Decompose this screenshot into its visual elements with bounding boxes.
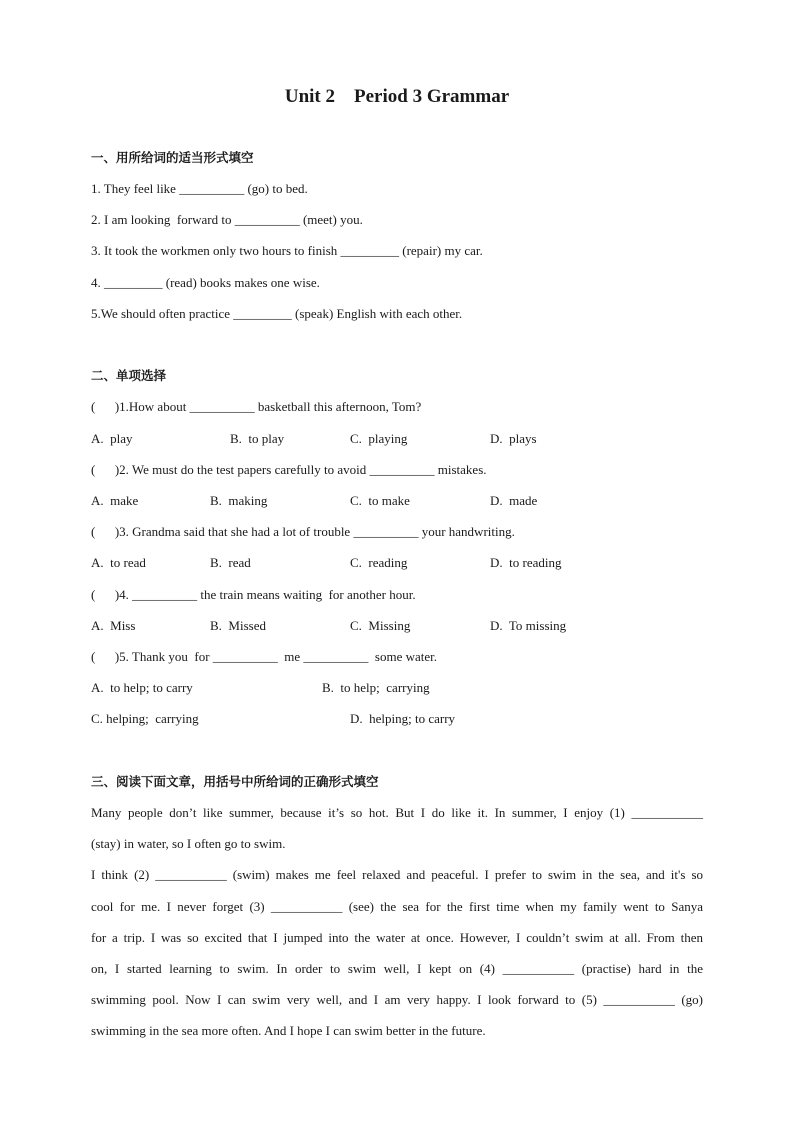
question-3-option-d: D. to reading <box>490 555 562 570</box>
question-1-option-c: C. playing <box>350 431 408 446</box>
question-5-option-c: C. helping; carrying <box>91 711 199 726</box>
passage-line-2: (stay) in water, so I often go to swim. <box>91 836 286 851</box>
question-3-option-b: B. read <box>210 555 251 570</box>
question-4-option-c: C. Missing <box>350 618 411 633</box>
question-5-option-d: D. helping; to carry <box>350 711 456 726</box>
question-4-option-d: D. To missing <box>490 618 567 633</box>
passage-line-3: I think (2) ___________ (swim) makes me feel relaxed and peaceful. I prefer to swim in the sea, and it's so <box>91 867 703 882</box>
question-3-stem: ( )3. Grandma said that she had a lot of trouble __________ your handwriting. <box>91 524 515 539</box>
question-4-option-b: B. Missed <box>210 618 266 633</box>
question-3-option-c: C. reading <box>350 555 408 570</box>
question-2-option-c: C. to make <box>350 493 410 508</box>
question-2-option-b: B. making <box>210 493 268 508</box>
fill-blank-item-3: 3. It took the workmen only two hours to finish _________ (repair) my car. <box>91 243 483 258</box>
fill-blank-item-4: 4. _________ (read) books makes one wise. <box>91 275 320 290</box>
page-title: Unit 2 Period 3 Grammar <box>284 86 510 107</box>
question-2-option-a: A. make <box>91 493 139 508</box>
fill-blank-item-2: 2. I am looking forward to __________ (meet) you. <box>91 212 363 227</box>
passage-line-7: swimming pool. Now I can swim very well, and I am very happy. I look forward to (5) ___________ (go) <box>91 992 703 1007</box>
passage-line-4: cool for me. I never forget (3) ___________ (see) the sea for the first time when my family went to Sanya <box>91 899 703 914</box>
question-1-stem: ( )1.How about __________ basketball this afternoon, Tom? <box>91 399 422 414</box>
question-2-option-d: D. made <box>490 493 538 508</box>
question-5-option-a: A. to help; to carry <box>91 680 193 695</box>
passage-line-5: for a trip. I was so excited that I jumped into the water at once. However, I couldn’t swim at all. From then <box>91 930 703 945</box>
section-1-heading: 一、用所给词的适当形式填空 <box>91 150 254 165</box>
question-3-option-a: A. to read <box>91 555 146 570</box>
passage-line-6: on, I started learning to swim. In order to swim well, I kept on (4) ___________ (practise) hard in the <box>91 961 703 976</box>
question-1-option-d: D. plays <box>490 431 537 446</box>
question-1-option-b: B. to play <box>230 431 285 446</box>
question-4-stem: ( )4. __________ the train means waiting for another hour. <box>91 587 416 602</box>
question-1-option-a: A. play <box>91 431 133 446</box>
section-3-heading: 三、阅读下面文章，用括号中所给词的正确形式填空 <box>91 774 379 789</box>
fill-blank-item-5: 5.We should often practice _________ (speak) English with each other. <box>91 306 463 321</box>
question-2-stem: ( )2. We must do the test papers carefully to avoid __________ mistakes. <box>91 462 487 477</box>
fill-blank-item-1: 1. They feel like __________ (go) to bed. <box>91 181 308 196</box>
section-2-heading: 二、单项选择 <box>91 368 167 383</box>
question-5-option-b: B. to help; carrying <box>322 680 430 695</box>
passage-line-8: swimming in the sea more often. And I hope I can swim better in the future. <box>91 1023 486 1038</box>
passage-line-1: Many people don’t like summer, because it’s so hot. But I do like it. In summer, I enjoy (1) ___________ <box>91 805 703 820</box>
question-5-stem: ( )5. Thank you for __________ me __________ some water. <box>91 649 438 664</box>
question-4-option-a: A. Miss <box>91 618 136 633</box>
